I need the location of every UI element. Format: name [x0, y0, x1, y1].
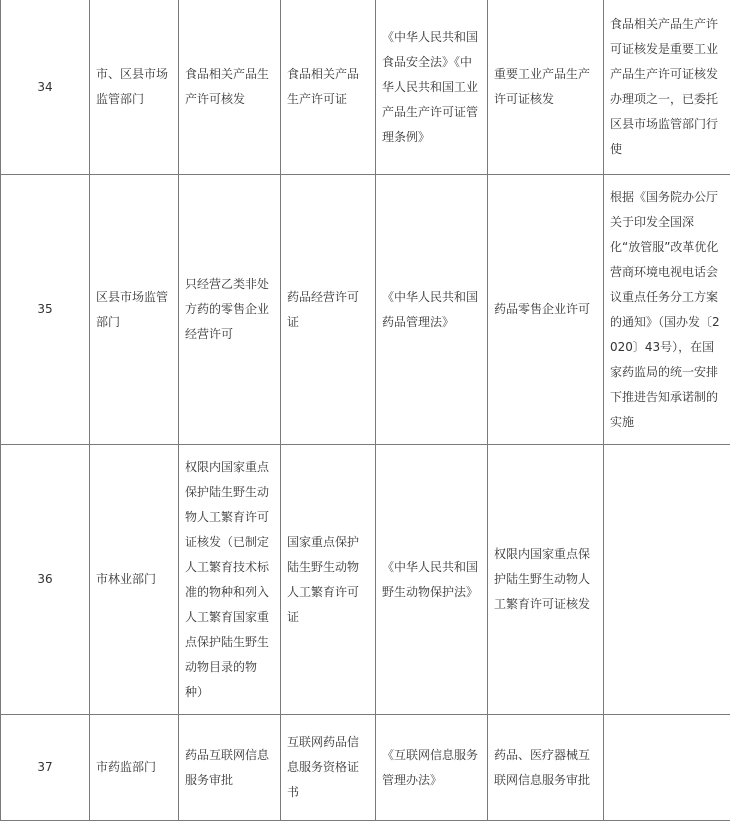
- row-number: 36: [1, 445, 90, 715]
- license-cell: 药品经营许可证: [281, 175, 376, 445]
- basis-cell: 《互联网信息服务管理办法》: [376, 715, 488, 821]
- matter-cell: 权限内国家重点保护陆生野生动物人工繁育许可证核发（已制定人工繁育技术标准的物种和列入人工繁育国家重点保护陆生野生动物目录的物种）: [179, 445, 281, 715]
- matter-cell: 药品互联网信息服务审批: [179, 715, 281, 821]
- remark-cell: 食品相关产品生产许可证核发是重要工业产品生产许可证核发办理项之一，已委托区县市场监管部门行使: [604, 0, 730, 175]
- department-cell: 区县市场监管部门: [90, 175, 179, 445]
- matter-cell: 食品相关产品生产许可核发: [179, 0, 281, 175]
- item-cell: 药品零售企业许可: [488, 175, 604, 445]
- license-cell: 食品相关产品生产许可证: [281, 0, 376, 175]
- item-cell: 药品、医疗器械互联网信息服务审批: [488, 715, 604, 821]
- item-cell: 权限内国家重点保护陆生野生动物人工繁育许可证核发: [488, 445, 604, 715]
- table-row: [1, 175, 730, 445]
- table-row: [1, 0, 730, 175]
- row-number: 37: [1, 715, 90, 821]
- table-row: [1, 445, 730, 715]
- remark-cell: [604, 445, 730, 715]
- license-cell: 国家重点保护陆生野生动物人工繁育许可证: [281, 445, 376, 715]
- matter-cell: 只经营乙类非处方药的零售企业经营许可: [179, 175, 281, 445]
- department-cell: 市、区县市场监管部门: [90, 0, 179, 175]
- row-number: 35: [1, 175, 90, 445]
- license-cell: 互联网药品信息服务资格证书: [281, 715, 376, 821]
- basis-cell: 《中华人民共和国药品管理法》: [376, 175, 488, 445]
- table-row: [1, 715, 730, 821]
- item-cell: 重要工业产品生产许可证核发: [488, 0, 604, 175]
- department-cell: 市药监部门: [90, 715, 179, 821]
- row-number: 34: [1, 0, 90, 175]
- remark-cell: 根据《国务院办公厅关于印发全国深化“放管服”改革优化营商环境电视电话会议重点任务分工方案的通知》（国办发〔2020〕43号），在国家药监局的统一安排下推进告知承诺制的实施: [604, 175, 730, 445]
- basis-cell: 《中华人民共和国食品安全法》《中华人民共和国工业产品生产许可证管理条例》: [376, 0, 488, 175]
- basis-cell: 《中华人民共和国野生动物保护法》: [376, 445, 488, 715]
- department-cell: 市林业部门: [90, 445, 179, 715]
- remark-cell: [604, 715, 730, 821]
